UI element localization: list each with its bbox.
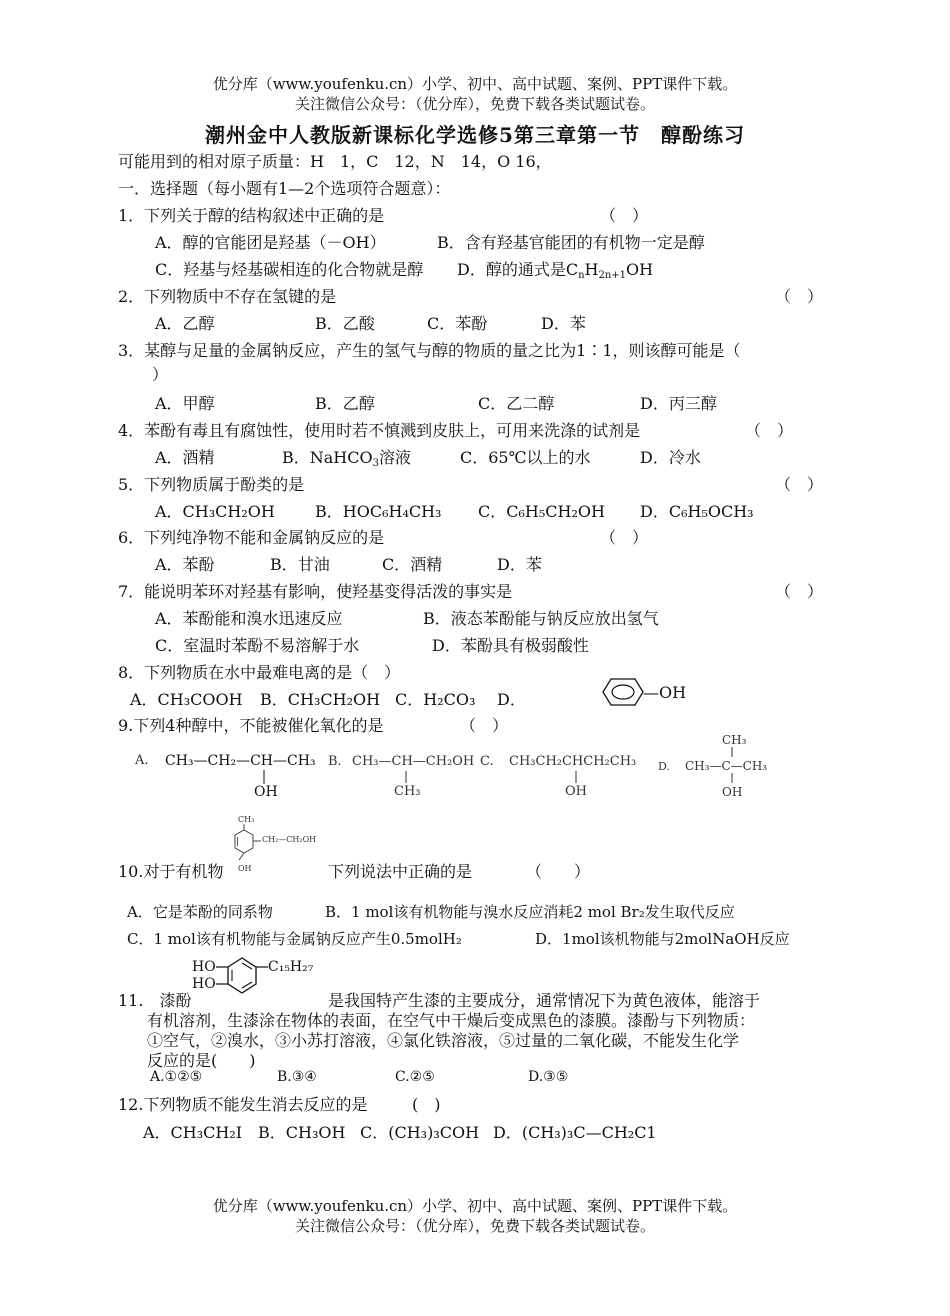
q8-option-d: D． xyxy=(497,690,526,709)
q2-option-a: A．乙醇 xyxy=(155,314,215,333)
q3-option-c: C．乙二醇 xyxy=(478,394,555,413)
q6-option-b: B．甘油 xyxy=(270,555,330,574)
q11-option-d: D.③⑤ xyxy=(528,1069,569,1085)
q9-option-a-oh: OH xyxy=(254,784,278,800)
q1-stem: 1．下列关于醇的结构叙述中正确的是 xyxy=(118,206,385,225)
q7-option-d: D．苯酚具有极弱酸性 xyxy=(432,636,589,655)
q7-answer-blank: （ ） xyxy=(775,582,824,601)
q1-option-d: D．醇的通式是$C_nH_{2n+1}OH$ xyxy=(457,260,654,281)
q9-d-bond-top xyxy=(730,747,734,759)
q6-option-a: A．苯酚 xyxy=(155,555,215,574)
q7-option-a: A．苯酚能和溴水迅速反应 xyxy=(155,609,343,628)
q7-stem: 7．能说明苯环对羟基有影响，使羟基变得活泼的事实是 xyxy=(118,582,513,601)
header-line-1: 优分库（www.youfenku.cn）小学、初中、高中试题、案例、PPT课件下载。 xyxy=(212,75,738,93)
q9-option-a-formula: CH₃—CH₂—CH—CH₃ xyxy=(165,753,316,769)
q4-option-d: D．冷水 xyxy=(640,448,701,467)
q6-answer-blank: （ ） xyxy=(600,528,649,547)
q9-option-b-ch3: CH₃ xyxy=(394,784,421,799)
page-title: 潮州金中人教版新课标化学选修5第三章第一节 醇酚练习 xyxy=(205,123,745,147)
atomic-masses: 可能用到的相对原子质量：H 1，C 12，N 14，O 16， xyxy=(118,152,552,171)
q9-option-d-oh: OH xyxy=(722,785,743,799)
q12-option-d: D．(CH₃)₃C—CH₂C1 xyxy=(493,1123,657,1142)
q12-option-c: C．(CH₃)₃COH xyxy=(360,1123,480,1142)
q3-option-d: D．丙三醇 xyxy=(640,394,717,413)
q9-option-b-formula: CH₃—CH—CH₂OH xyxy=(352,754,475,769)
q8-phenol-oh: —OH xyxy=(643,683,687,702)
q6-stem: 6．下列纯净物不能和金属钠反应的是 xyxy=(118,528,385,547)
q9-b-bond xyxy=(404,771,408,785)
q2-option-d: D．苯 xyxy=(541,314,586,333)
q11-ho-2: HO xyxy=(192,976,216,992)
q12-option-a: A．CH₃CH₂I xyxy=(143,1123,243,1142)
q1-option-b: B．含有羟基官能团的有机物一定是醇 xyxy=(437,233,705,252)
q5-option-b: B．HOC₆H₄CH₃ xyxy=(315,502,442,521)
q11-r-group: C₁₅H₂₇ xyxy=(268,959,314,975)
q9-option-a-label: A. xyxy=(135,753,149,768)
q3-stem: 3．某醇与足量的金属钠反应，产生的氢气与醇的物质的量之比为1∶1，则该醇可能是（ xyxy=(118,341,741,360)
q11-ho-1: HO xyxy=(192,959,216,975)
q3-stem-end: ） xyxy=(152,365,169,384)
q3-option-b: B．乙醇 xyxy=(315,394,375,413)
q10-struct-chain: CH₂—CH₂OH xyxy=(262,835,317,844)
q9-d-bond-bottom xyxy=(730,773,734,785)
q10-option-a: A．它是苯酚的同系物 xyxy=(127,903,273,921)
q11-label: 11. 漆酚 xyxy=(118,991,192,1010)
q10-benzene-ring-icon xyxy=(232,824,262,868)
q4-option-b: B．NaHCO$_3$溶液 xyxy=(282,448,412,469)
q10-option-c: C．1 mol该有机物能与金属钠反应产生0.5molH₂ xyxy=(127,930,462,948)
q11-line-3: ①空气，②溴水，③小苏打溶液，④氯化铁溶液，⑤过量的二氧化碳，不能发生化学 xyxy=(147,1031,740,1050)
q11-option-a: A.①②⑤ xyxy=(150,1069,203,1085)
q9-c-bond xyxy=(574,771,578,785)
q4-option-c: C．65℃以上的水 xyxy=(460,448,591,467)
q6-option-c: C．酒精 xyxy=(382,555,443,574)
q8-stem: 8．下列物质在水中最难电离的是（ ） xyxy=(118,663,401,682)
q9-option-d-label: D. xyxy=(658,760,670,773)
q5-answer-blank: （ ） xyxy=(775,475,824,494)
q10-struct-ch3: CH₃ xyxy=(238,815,255,824)
q10-option-d: D．1mol该机物能与2molNaOH反应 xyxy=(535,930,790,948)
q11-option-c: C.②⑤ xyxy=(395,1069,435,1085)
q5-option-d: D．C₆H₅OCH₃ xyxy=(640,502,754,521)
q2-stem: 2．下列物质中不存在氢键的是 xyxy=(118,287,337,306)
q4-answer-blank: （ ） xyxy=(745,421,794,440)
q7-option-b: B．液态苯酚能与钠反应放出氢气 xyxy=(423,609,659,628)
footer-line-2: 关注微信公众号：（优分库），免费下载各类试题试卷。 xyxy=(294,1217,655,1235)
section-heading: 一．选择题（每小题有1—2个选项符合题意）： xyxy=(118,179,451,198)
q12-stem: 12.下列物质不能发生消去反应的是 xyxy=(118,1095,368,1114)
q12-answer-blank: ( ) xyxy=(412,1095,441,1114)
q11-line-1: 是我国特产生漆的主要成分，通常情况下为黄色液体，能溶于 xyxy=(328,991,761,1010)
q2-option-c: C．苯酚 xyxy=(427,314,488,333)
q2-option-b: B．乙酸 xyxy=(315,314,375,333)
q9-stem: 9.下列4种醇中，不能被催化氧化的是 xyxy=(118,716,384,735)
q7-option-c: C．室温时苯酚不易溶解于水 xyxy=(155,636,360,655)
q5-stem: 5．下列物质属于酚类的是 xyxy=(118,475,305,494)
q10-stem-pre: 10.对于有机物 xyxy=(118,862,224,881)
q6-option-d: D．苯 xyxy=(497,555,542,574)
q10-struct-oh: OH xyxy=(238,864,252,873)
q8-option-c: C．H₂CO₃ xyxy=(395,690,476,709)
footer-line-1: 优分库（www.youfenku.cn）小学、初中、高中试题、案例、PPT课件下载。 xyxy=(212,1197,738,1215)
q9-option-c-label: C. xyxy=(480,754,494,769)
q9-option-d-top-ch3: CH₃ xyxy=(722,733,747,747)
q5-option-c: C．C₆H₅CH₂OH xyxy=(478,502,605,521)
q3-option-a: A．甲醇 xyxy=(155,394,215,413)
q11-line-4: 反应的是( ) xyxy=(147,1051,256,1070)
q9-answer-blank: （ ） xyxy=(460,716,509,735)
q11-option-b: B.③④ xyxy=(277,1069,317,1085)
q9-option-d-formula: CH₃—C—CH₃ xyxy=(685,759,768,773)
q4-stem: 4．苯酚有毒且有腐蚀性，使用时若不慎溅到皮肤上，可用来洗涤的试剂是 xyxy=(118,421,641,440)
q1-option-c: C．羟基与烃基碳相连的化合物就是醇 xyxy=(155,260,424,279)
q11-line-2: 有机溶剂，生漆涂在物体的表面，在空气中干燥后变成黑色的漆膜。漆酚与下列物质： xyxy=(147,1011,756,1030)
header-line-2: 关注微信公众号：（优分库），免费下载各类试题试卷。 xyxy=(294,95,655,113)
q8-option-a: A．CH₃COOH xyxy=(130,690,243,709)
q8-option-b: B．CH₃CH₂OH xyxy=(260,690,381,709)
q4-option-a: A．酒精 xyxy=(155,448,215,467)
q9-option-c-formula: CH₃CH₂CHCH₂CH₃ xyxy=(509,754,637,769)
q12-option-b: B．CH₃OH xyxy=(258,1123,346,1142)
q10-option-b: B．1 mol该有机物能与溴水反应消耗2 mol Br₂发生取代反应 xyxy=(325,903,735,921)
q10-answer-blank: （ ） xyxy=(526,862,591,881)
q10-stem-post: 下列说法中正确的是 xyxy=(328,862,473,881)
q2-answer-blank: （ ） xyxy=(775,287,824,306)
q9-option-c-oh: OH xyxy=(565,784,587,799)
q9-option-b-label: B. xyxy=(328,754,342,769)
q1-option-a: A．醇的官能团是羟基（－OH） xyxy=(155,233,386,252)
q5-option-a: A．CH₃CH₂OH xyxy=(155,502,275,521)
q1-answer-blank: （ ） xyxy=(600,206,649,225)
